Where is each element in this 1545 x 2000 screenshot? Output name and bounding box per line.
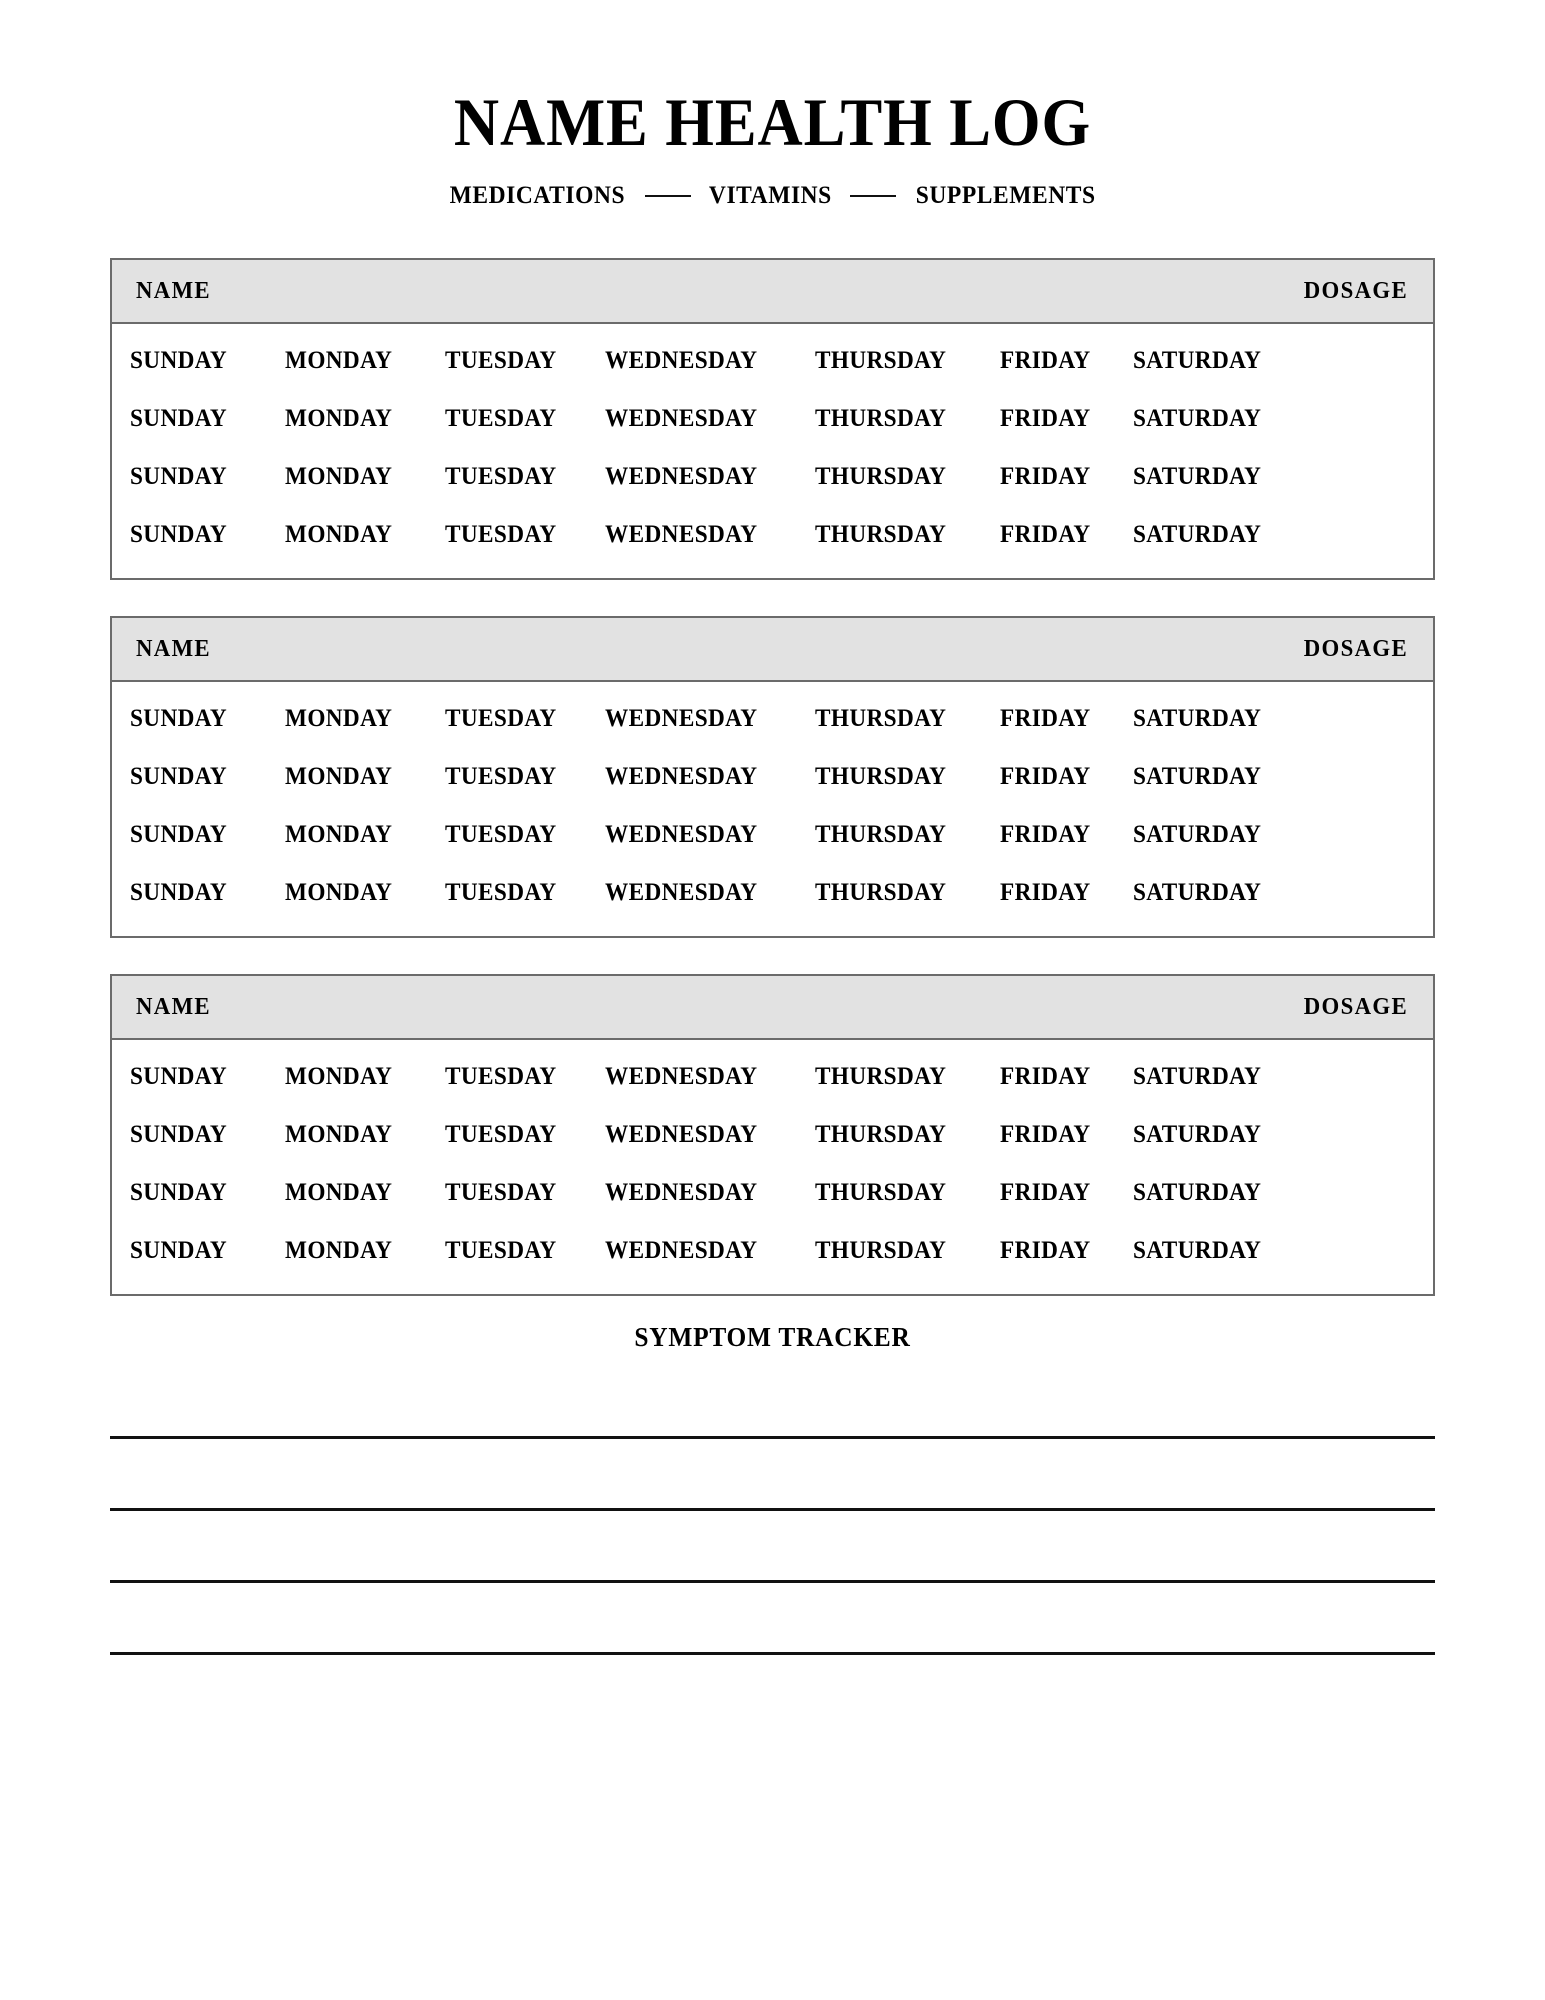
medication-table-header: [112, 618, 1433, 682]
day-cell-monday[interactable]: MONDAY: [285, 763, 393, 790]
day-cell-thursday[interactable]: THURSDAY: [815, 821, 947, 848]
day-cell-friday[interactable]: FRIDAY: [1000, 879, 1091, 906]
day-cell-sunday[interactable]: SUNDAY: [130, 705, 227, 732]
day-cell-thursday[interactable]: THURSDAY: [815, 763, 947, 790]
day-cell-sunday[interactable]: SUNDAY: [130, 405, 227, 432]
table-row[interactable]: [112, 864, 1433, 922]
day-cell-saturday[interactable]: SATURDAY: [1133, 821, 1262, 848]
day-cell-tuesday[interactable]: TUESDAY: [445, 1121, 557, 1148]
day-cell-saturday[interactable]: SATURDAY: [1133, 1121, 1262, 1148]
table-row[interactable]: [112, 448, 1433, 506]
day-cell-saturday[interactable]: SATURDAY: [1133, 1179, 1262, 1206]
day-cell-sunday[interactable]: SUNDAY: [130, 1237, 227, 1264]
day-cell-monday[interactable]: MONDAY: [285, 879, 393, 906]
day-cell-saturday[interactable]: SATURDAY: [1133, 521, 1262, 548]
day-cell-saturday[interactable]: SATURDAY: [1133, 879, 1262, 906]
name-column-header[interactable]: NAME: [135, 993, 211, 1020]
day-cell-thursday[interactable]: THURSDAY: [815, 347, 947, 374]
day-cell-wednesday[interactable]: WEDNESDAY: [605, 763, 758, 790]
day-cell-wednesday[interactable]: WEDNESDAY: [605, 463, 758, 490]
day-cell-wednesday[interactable]: WEDNESDAY: [605, 347, 758, 374]
day-cell-friday[interactable]: FRIDAY: [1000, 1063, 1091, 1090]
day-cell-friday[interactable]: FRIDAY: [1000, 347, 1091, 374]
medication-table: [110, 974, 1435, 1296]
day-cell-monday[interactable]: MONDAY: [285, 521, 393, 548]
day-cell-monday[interactable]: MONDAY: [285, 705, 393, 732]
day-cell-monday[interactable]: MONDAY: [285, 1237, 393, 1264]
day-cell-wednesday[interactable]: WEDNESDAY: [605, 1179, 758, 1206]
day-cell-thursday[interactable]: THURSDAY: [815, 1237, 947, 1264]
day-cell-monday[interactable]: MONDAY: [285, 1179, 393, 1206]
day-cell-thursday[interactable]: THURSDAY: [815, 879, 947, 906]
table-row[interactable]: [112, 1222, 1433, 1280]
day-cell-saturday[interactable]: SATURDAY: [1133, 705, 1262, 732]
table-row[interactable]: [112, 332, 1433, 390]
day-cell-monday[interactable]: MONDAY: [285, 1121, 393, 1148]
symptom-write-line[interactable]: [110, 1439, 1435, 1511]
medication-table-header: [112, 976, 1433, 1040]
day-cell-wednesday[interactable]: WEDNESDAY: [605, 1063, 758, 1090]
table-row[interactable]: [112, 390, 1433, 448]
day-cell-thursday[interactable]: THURSDAY: [815, 405, 947, 432]
day-cell-friday[interactable]: FRIDAY: [1000, 1179, 1091, 1206]
day-cell-sunday[interactable]: SUNDAY: [130, 1121, 227, 1148]
table-row[interactable]: [112, 690, 1433, 748]
day-cell-tuesday[interactable]: TUESDAY: [445, 347, 557, 374]
symptom-write-line[interactable]: [110, 1389, 1435, 1439]
day-cell-saturday[interactable]: SATURDAY: [1133, 347, 1262, 374]
day-cell-friday[interactable]: FRIDAY: [1000, 821, 1091, 848]
day-cell-friday[interactable]: FRIDAY: [1000, 705, 1091, 732]
day-cell-thursday[interactable]: THURSDAY: [815, 521, 947, 548]
subtitle-row: [110, 182, 1435, 210]
day-cell-tuesday[interactable]: TUESDAY: [445, 705, 557, 732]
day-cell-wednesday[interactable]: WEDNESDAY: [605, 821, 758, 848]
day-cell-tuesday[interactable]: TUESDAY: [445, 821, 557, 848]
day-cell-tuesday[interactable]: TUESDAY: [445, 1179, 557, 1206]
name-column-header[interactable]: NAME: [135, 635, 211, 662]
day-cell-friday[interactable]: FRIDAY: [1000, 405, 1091, 432]
symptom-write-line[interactable]: [110, 1583, 1435, 1655]
day-cell-friday[interactable]: FRIDAY: [1000, 1237, 1091, 1264]
table-row[interactable]: [112, 748, 1433, 806]
day-cell-tuesday[interactable]: TUESDAY: [445, 405, 557, 432]
day-cell-thursday[interactable]: THURSDAY: [815, 705, 947, 732]
day-cell-saturday[interactable]: SATURDAY: [1133, 1237, 1262, 1264]
day-cell-saturday[interactable]: SATURDAY: [1133, 405, 1262, 432]
day-cell-sunday[interactable]: SUNDAY: [130, 821, 227, 848]
day-cell-friday[interactable]: FRIDAY: [1000, 521, 1091, 548]
day-cell-monday[interactable]: MONDAY: [285, 405, 393, 432]
day-cell-wednesday[interactable]: WEDNESDAY: [605, 405, 758, 432]
day-rows: [112, 682, 1433, 936]
day-cell-friday[interactable]: FRIDAY: [1000, 463, 1091, 490]
subtitle-segment-supplements: SUPPLEMENTS: [915, 182, 1096, 209]
day-cell-saturday[interactable]: SATURDAY: [1133, 463, 1262, 490]
day-cell-sunday[interactable]: SUNDAY: [130, 763, 227, 790]
day-cell-monday[interactable]: MONDAY: [285, 1063, 393, 1090]
day-cell-tuesday[interactable]: TUESDAY: [445, 463, 557, 490]
day-cell-monday[interactable]: MONDAY: [285, 463, 393, 490]
day-cell-wednesday[interactable]: WEDNESDAY: [605, 1237, 758, 1264]
dosage-column-header[interactable]: DOSAGE: [1303, 635, 1409, 662]
day-cell-wednesday[interactable]: WEDNESDAY: [605, 1121, 758, 1148]
page-title: NAME HEALTH LOG: [453, 84, 1092, 160]
table-row[interactable]: [112, 806, 1433, 864]
symptom-tracker-lines: [110, 1389, 1435, 1655]
day-cell-sunday[interactable]: SUNDAY: [130, 1179, 227, 1206]
day-cell-wednesday[interactable]: WEDNESDAY: [605, 705, 758, 732]
day-cell-tuesday[interactable]: TUESDAY: [445, 521, 557, 548]
day-cell-sunday[interactable]: SUNDAY: [130, 521, 227, 548]
day-cell-tuesday[interactable]: TUESDAY: [445, 879, 557, 906]
day-cell-tuesday[interactable]: TUESDAY: [445, 1063, 557, 1090]
symptom-write-line[interactable]: [110, 1511, 1435, 1583]
day-cell-monday[interactable]: MONDAY: [285, 821, 393, 848]
day-cell-thursday[interactable]: THURSDAY: [815, 1121, 947, 1148]
medication-table-header: [112, 260, 1433, 324]
name-column-header[interactable]: NAME: [135, 277, 211, 304]
day-cell-thursday[interactable]: THURSDAY: [815, 463, 947, 490]
day-cell-tuesday[interactable]: TUESDAY: [445, 763, 557, 790]
table-row[interactable]: [112, 1164, 1433, 1222]
day-cell-thursday[interactable]: THURSDAY: [815, 1063, 947, 1090]
day-cell-monday[interactable]: MONDAY: [285, 347, 393, 374]
subtitle-separator-icon: [850, 195, 896, 197]
day-cell-sunday[interactable]: SUNDAY: [130, 463, 227, 490]
table-row[interactable]: [112, 1048, 1433, 1106]
day-rows: [112, 324, 1433, 578]
subtitle-segment-medications: MEDICATIONS: [449, 182, 626, 209]
day-cell-wednesday[interactable]: WEDNESDAY: [605, 879, 758, 906]
day-cell-friday[interactable]: FRIDAY: [1000, 1121, 1091, 1148]
table-row[interactable]: [112, 506, 1433, 564]
day-cell-tuesday[interactable]: TUESDAY: [445, 1237, 557, 1264]
day-cell-thursday[interactable]: THURSDAY: [815, 1179, 947, 1206]
dosage-column-header[interactable]: DOSAGE: [1303, 993, 1409, 1020]
subtitle-separator-icon: [645, 195, 691, 197]
day-cell-saturday[interactable]: SATURDAY: [1133, 1063, 1262, 1090]
medication-table: [110, 616, 1435, 938]
subtitle-segment-vitamins: VITAMINS: [708, 182, 832, 209]
day-cell-sunday[interactable]: SUNDAY: [130, 1063, 227, 1090]
day-cell-saturday[interactable]: SATURDAY: [1133, 763, 1262, 790]
medication-table: [110, 258, 1435, 580]
table-row[interactable]: [112, 1106, 1433, 1164]
day-rows: [112, 1040, 1433, 1294]
day-cell-sunday[interactable]: SUNDAY: [130, 879, 227, 906]
day-cell-wednesday[interactable]: WEDNESDAY: [605, 521, 758, 548]
dosage-column-header[interactable]: DOSAGE: [1303, 277, 1409, 304]
day-cell-sunday[interactable]: SUNDAY: [130, 347, 227, 374]
symptom-tracker-title: SYMPTOM TRACKER: [634, 1322, 911, 1352]
day-cell-friday[interactable]: FRIDAY: [1000, 763, 1091, 790]
